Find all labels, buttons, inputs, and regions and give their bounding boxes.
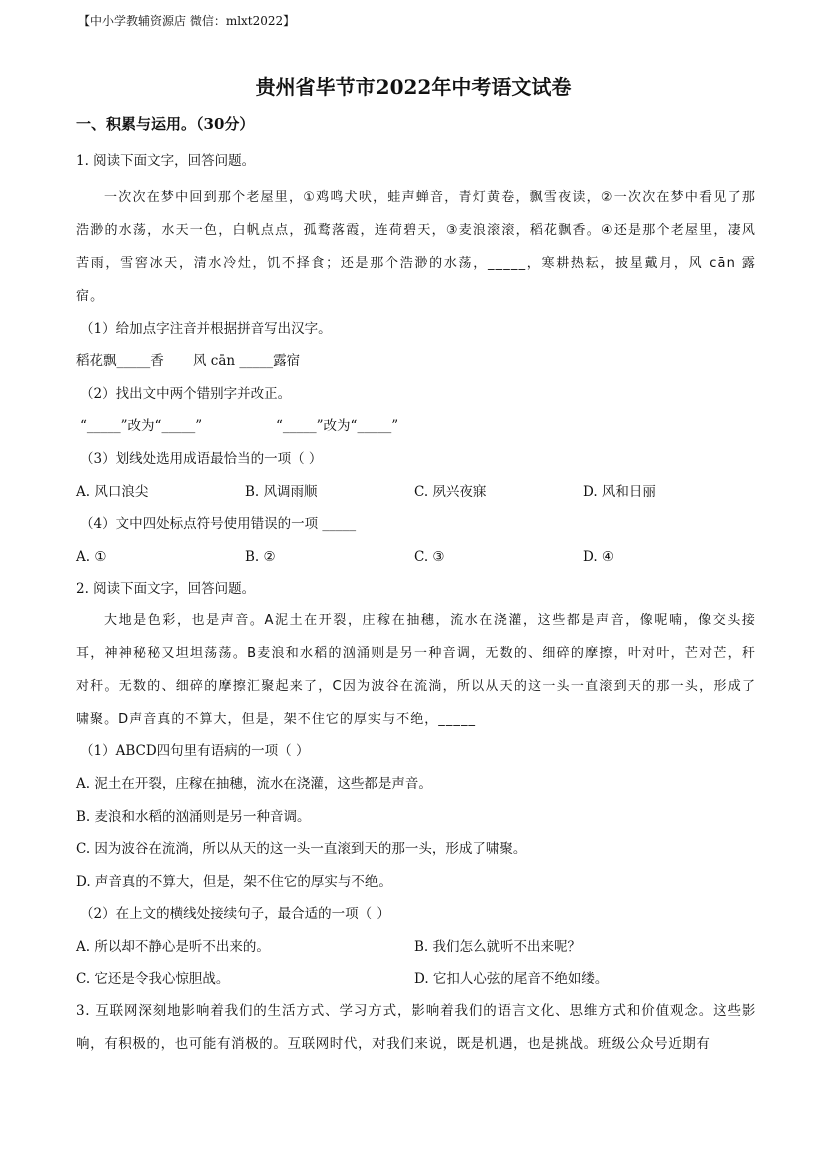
q1-sub3-option-a[interactable]: A. 风口浪尖 bbox=[76, 484, 149, 500]
q1-sub3-option-b[interactable]: B. 风调雨顺 bbox=[245, 484, 318, 500]
page-header: 【中小学教辅资源店 微信：mlxt2022】 bbox=[78, 14, 296, 28]
q2-sub2-option-a[interactable]: A. 所以却不静心是听不出来的。 bbox=[76, 939, 270, 955]
page-title: 贵州省毕节市2022年中考语文试卷 bbox=[255, 75, 572, 99]
q1-sub4-option-b[interactable]: B. ② bbox=[245, 549, 276, 565]
q1-sub1-item2: 风 cān _____露宿 bbox=[193, 353, 301, 369]
q2-sub1-option-c[interactable]: C. 因为波谷在流淌，所以从天的这一头一直滚到天的那一头，形成了啸聚。 bbox=[76, 841, 527, 857]
q2-sub2-option-d[interactable]: D. 它扣人心弦的尾音不绝如缕。 bbox=[414, 971, 609, 987]
q1-sub1-prompt: （1）给加点字注音并根据拼音写出汉字。 bbox=[80, 321, 332, 337]
q2-sub1-option-b[interactable]: B. 麦浪和水稻的汹涌则是另一种音调。 bbox=[76, 809, 311, 825]
q1-prompt: 1. 阅读下面文字，回答问题。 bbox=[76, 153, 256, 169]
q2-passage: 大地是色彩，也是声音。A泥土在开裂，庄稼在抽穗，流水在浇灌，这些都是声音，像呢喃，像交头接耳，神神秘秘又坦坦荡荡。B麦浪和水稻的汹涌则是另一种音调，无数的、细碎的摩擦，叶对叶，芒对芒，秆对秆。无数的、细碎的摩擦汇聚起来了，C因为波谷在流淌，所以从天的这一头一直滚到天的那一头，形成了啸聚。D声音真的不算大，但是，架不住它的厚实与不绝，_____ bbox=[76, 613, 756, 727]
q1-passage: 一次次在梦中回到那个老屋里，①鸡鸣犬吠，蛙声蝉音，青灯黄卷，飘雪夜读，②一次次在梦中看见了那浩渺的水荡，水天一色，白帆点点，孤鹜落霞，连荷碧天，③麦浪滚滚，稻花飘香。④还是那个老屋里，凄风苦雨，雪窖冰天，清水冷灶，饥不择食；还是那个浩渺的水荡，_____，寒耕热耘，披星戴月，风 cān 露宿。 bbox=[76, 190, 756, 304]
q1-sub2-item1: “_____”改为“_____” bbox=[80, 418, 203, 434]
q1-sub1-item1: 稻花飘_____香 bbox=[76, 353, 164, 369]
q1-sub2-item2: “_____”改为“_____” bbox=[276, 418, 399, 434]
q1-sub3-option-c[interactable]: C. 夙兴夜寐 bbox=[414, 484, 487, 500]
q1-sub4-prompt: （4）文中四处标点符号使用错误的一项 _____ bbox=[80, 516, 357, 532]
q2-sub1-prompt: （1）ABCD四句里有语病的一项（ ） bbox=[80, 743, 310, 759]
q2-sub2-option-c[interactable]: C. 它还是令我心惊胆战。 bbox=[76, 971, 230, 987]
section-heading: 一、积累与运用。（30分） bbox=[76, 115, 255, 133]
q1-sub4-option-c[interactable]: C. ③ bbox=[414, 549, 445, 565]
q3-passage: 3. 互联网深刻地影响着我们的生活方式、学习方式，影响着我们的语言文化、思维方式和价值观念。这些影响，有积极的，也可能有消极的。互联网时代，对我们来说，既是机遇，也是挑战。班级公众号近期有 bbox=[76, 1003, 756, 1052]
q1-sub3-option-d[interactable]: D. 风和日丽 bbox=[583, 484, 656, 500]
q2-prompt: 2. 阅读下面文字，回答问题。 bbox=[76, 581, 256, 597]
q1-sub2-prompt: （2）找出文中两个错别字并改正。 bbox=[80, 386, 292, 402]
q1-sub3-prompt: （3）划线处选用成语最恰当的一项（ ） bbox=[80, 451, 323, 467]
q2-sub1-option-d[interactable]: D. 声音真的不算大，但是，架不住它的厚实与不绝。 bbox=[76, 874, 392, 890]
q2-sub2-prompt: （2）在上文的横线处接续句子，最合适的一项（ ） bbox=[80, 906, 390, 922]
q2-sub1-option-a[interactable]: A. 泥土在开裂，庄稼在抽穗，流水在浇灌，这些都是声音。 bbox=[76, 776, 432, 792]
q1-sub4-option-a[interactable]: A. ① bbox=[76, 549, 107, 565]
q2-sub2-option-b[interactable]: B. 我们怎么就听不出来呢？ bbox=[414, 939, 582, 955]
q1-sub4-option-d[interactable]: D. ④ bbox=[583, 549, 615, 565]
